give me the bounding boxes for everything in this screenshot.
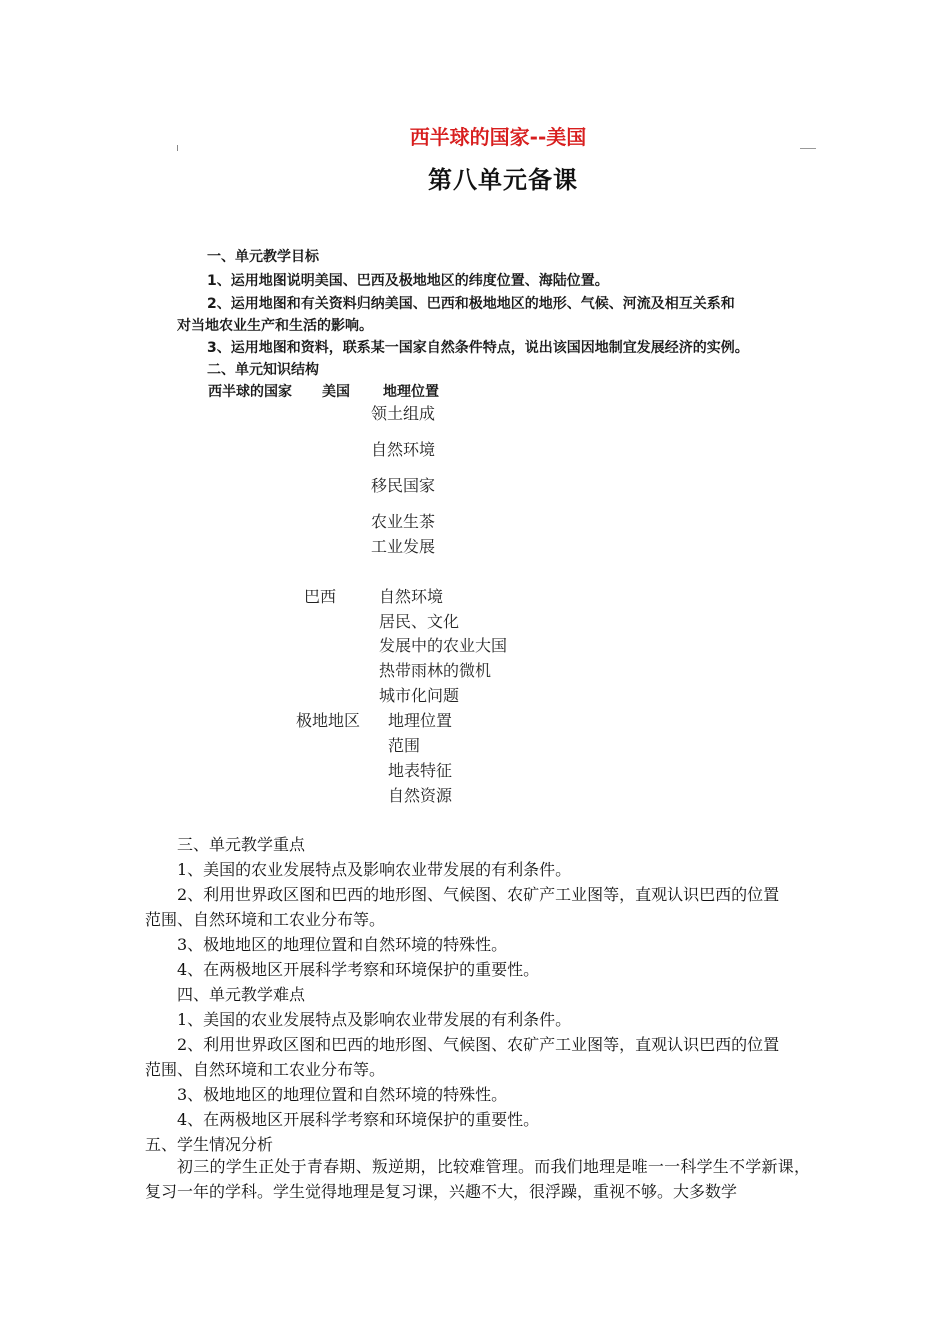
section1-item-3: 3、运用地图和资料，联系某一国家自然条件特点，说出该国因地制宜发展经济的实例。 xyxy=(207,340,749,356)
section5-paragraph: 初三的学生正处于青春期、叛逆期，比较难管理。而我们地理是唯一一科学生不学新课，复习一年的学科。学生觉得地理是复习课，兴趣不大，很浮躁，重视不够。大多数学 xyxy=(145,1157,810,1201)
tree-usa-item: 工业发展 xyxy=(371,537,436,556)
tree-brazil-item: 居民、文化 xyxy=(379,612,460,631)
section3-item-1: 1、美国的农业发展特点及影响农业带发展的有利条件。 xyxy=(177,860,572,879)
section3-heading: 三、单元教学重点 xyxy=(177,835,306,854)
tree-brazil-item: 发展中的农业大国 xyxy=(379,636,508,655)
section4-item-3: 3、极地地区的地理位置和自然环境的特殊性。 xyxy=(177,1085,508,1104)
tree-usa-item: 地理位置 xyxy=(383,384,439,400)
section3-item-2-cont: 范围、自然环境和工农业分布等。 xyxy=(145,910,386,929)
section3-item-4: 4、在两极地区开展科学考察和环境保护的重要性。 xyxy=(177,960,540,979)
section4-item-2-cont: 范围、自然环境和工农业分布等。 xyxy=(145,1060,386,1079)
section4-item-2: 2、利用世界政区图和巴西的地形图、气候图、农矿产工业图等，直观认识巴西的位置 xyxy=(177,1035,780,1054)
section4-item-4: 4、在两极地区开展科学考察和环境保护的重要性。 xyxy=(177,1110,540,1129)
tree-brazil-item: 自然环境 xyxy=(379,587,444,606)
section4-heading: 四、单元教学难点 xyxy=(177,985,306,1004)
tree-usa-item: 领土组成 xyxy=(371,404,436,423)
section2-heading: 二、单元知识结构 xyxy=(207,362,319,378)
tree-brazil-item: 热带雨林的微机 xyxy=(379,661,492,680)
page-title: 第八单元备课 xyxy=(428,166,578,194)
section1-item-1: 1、运用地图说明美国、巴西及极地地区的纬度位置、海陆位置。 xyxy=(207,273,609,289)
section3-item-2: 2、利用世界政区图和巴西的地形图、气候图、农矿产工业图等，直观认识巴西的位置 xyxy=(177,885,780,904)
tree-usa-item: 移民国家 xyxy=(371,476,436,495)
tree-brazil-label: 巴西 xyxy=(304,587,337,606)
tree-usa-label: 美国 xyxy=(322,384,350,400)
tree-root: 西半球的国家 xyxy=(208,384,292,400)
tree-brazil-item: 城市化问题 xyxy=(379,686,460,705)
tree-polar-item: 范围 xyxy=(388,736,421,755)
page-subtitle: 西半球的国家--美国 xyxy=(409,125,587,149)
section1-heading: 一、单元教学目标 xyxy=(207,249,319,265)
tree-polar-item: 地表特征 xyxy=(388,761,453,780)
tree-polar-item: 地理位置 xyxy=(388,711,453,730)
tree-polar-label: 极地地区 xyxy=(296,711,361,730)
tree-polar-item: 自然资源 xyxy=(388,786,453,805)
section1-item-2: 2、运用地图和有关资料归纳美国、巴西和极地地区的地形、气候、河流及相互关系和 xyxy=(207,296,735,312)
section4-item-1: 1、美国的农业发展特点及影响农业带发展的有利条件。 xyxy=(177,1010,572,1029)
section3-item-3: 3、极地地区的地理位置和自然环境的特殊性。 xyxy=(177,935,508,954)
section5-heading: 五、学生情况分析 xyxy=(145,1135,274,1154)
tree-usa-item: 自然环境 xyxy=(371,440,436,459)
tree-usa-item: 农业生茶 xyxy=(371,512,436,531)
section1-item-2-cont: 对当地农业生产和生活的影响。 xyxy=(177,318,373,334)
